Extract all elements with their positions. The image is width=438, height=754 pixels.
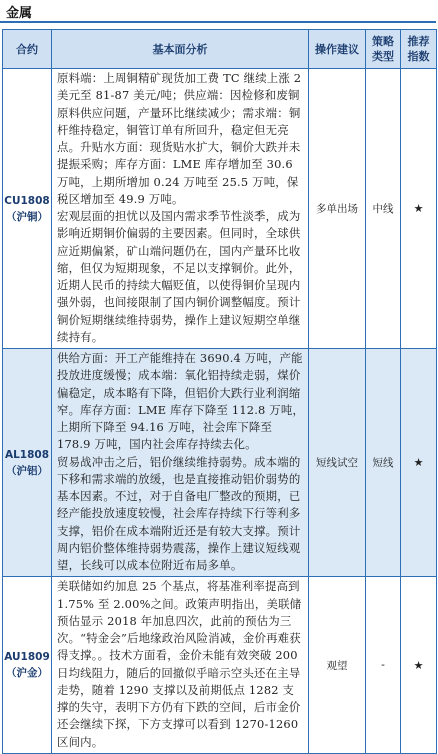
header-strategy-type-label: 策略 类型: [372, 35, 394, 63]
strategy-type-cell: -: [366, 577, 401, 754]
strategy-type-cell: 中线: [366, 69, 401, 349]
table-row-cu1808: [3, 69, 437, 349]
strategy-table: [2, 29, 437, 754]
advice-cell: 观望: [309, 577, 366, 754]
contract-cell: [3, 577, 52, 754]
strategy-type-cell: 短线: [366, 349, 401, 577]
analysis-cell: [52, 577, 309, 754]
analysis-cell: [52, 69, 309, 349]
contract-name: （沪铝）: [6, 464, 48, 477]
header-recommend-index-label: 推荐 指数: [407, 35, 430, 63]
analysis-paragraph: 供给方面：开工产能维持在 3690.4 万吨，产能投放进度缓慢；成本端：氧化铝持续走弱，煤价偏稳定，成本略有下降，但铝价大跌行业利润缩窄。库存方面：LME 库存下降至 112.8 万吨，上期所下降至 94.16 万吨，社会库下降至 178.9 万吨，国内社会库存持续去化。: [57, 351, 305, 452]
header-contract: 合约: [3, 30, 52, 69]
contract-cell: [3, 69, 52, 349]
analysis-cell: [52, 349, 309, 577]
contract-code: CU1808: [4, 194, 50, 207]
title-divider: [0, 21, 436, 23]
recommend-star-icon: ★: [401, 577, 437, 754]
analysis-paragraph: 贸易战冲击之后，铝价继续维持弱势。成本端的下移和需求端的放缓，也是直接推动铝价弱势的基本因素。不过，对于自备电厂整改的预期，已经产能投放速度较慢，社会库存持续下行等利多支撑，铝价在成本端附近还是有较大支撑。预计周内铝价整体维持弱势震荡，操作上建议短线观望，长线可以成本位附近布局多单。: [57, 454, 301, 572]
header-analysis: 基本面分析: [52, 30, 309, 69]
table-row-al1808: [3, 349, 437, 577]
analysis-paragraph: 美联储如约加息 25 个基点，将基准利率提高到 1.75% 至 2.00%之间。政策声明指出，美联储预估显示 2018 年加息四次，此前的预估为三次。“特金会”后地缘政治风险消减，金价再难获得支撑。。技术方面看，金价未能有效突破 200 日均线阻力，随后的回撤似乎暗示空头还在主导走势，随着 1290 支撑以及前期低点 1282 支撑的失守，表明下方仍有下跌的空间，后市金价还会继续下探，下方支撑可以看到 1270-1260 区间内。: [57, 579, 302, 749]
contract-cell: [3, 349, 52, 577]
header-advice: 操作建议: [309, 30, 366, 69]
advice-cell: 多单出场: [309, 69, 366, 349]
header-recommend-index: [401, 30, 437, 69]
header-strategy-type: [366, 30, 401, 69]
section-title: 金属: [6, 6, 33, 21]
analysis-paragraph: 宏观层面的担忧以及国内需求季节性淡季，成为影响近期铜价偏弱的主要因素。但同时，全球供应近期偏紧，矿山端问题仍在，国内产量环比收缩，但仅为短期现象，不足以支撑铜价。此外，近期人民币的持续大幅贬值，以使得铜价呈现内强外弱，也间接限制了国内铜价调整幅度。预计铜价短期继续维持弱势，操作上建议短期空单继续持有。: [57, 209, 301, 344]
table-header-row: [3, 30, 437, 69]
contract-code: AL1808: [4, 448, 50, 461]
table-row-au1809: [3, 577, 437, 754]
advice-cell: 短线试空: [309, 349, 366, 577]
analysis-paragraph: 原料端：上周铜精矿现货加工费 TC 继续上涨 2 美元至 81-87 美元/吨；供应端：因检修和废铜原料供应问题，产量环比继续减少；需求端：铜杆维持稳定，铜管订单有所回升，稳定但无亮点。升贴水方面：现货贴水扩大，铜价大跌并未提振采购；库存方面：LME 库存增加至 30.6 万吨，上期所增加 0.24 万吨至 25.5 万吨，保税区增加至 49.9 万吨。: [57, 71, 302, 206]
contract-code: AU1809: [4, 651, 50, 663]
contract-name: （沪铜）: [6, 210, 48, 223]
contract-name: （沪金）: [6, 667, 48, 679]
recommend-star-icon: ★: [401, 349, 437, 577]
recommend-star-icon: ★: [401, 69, 437, 349]
